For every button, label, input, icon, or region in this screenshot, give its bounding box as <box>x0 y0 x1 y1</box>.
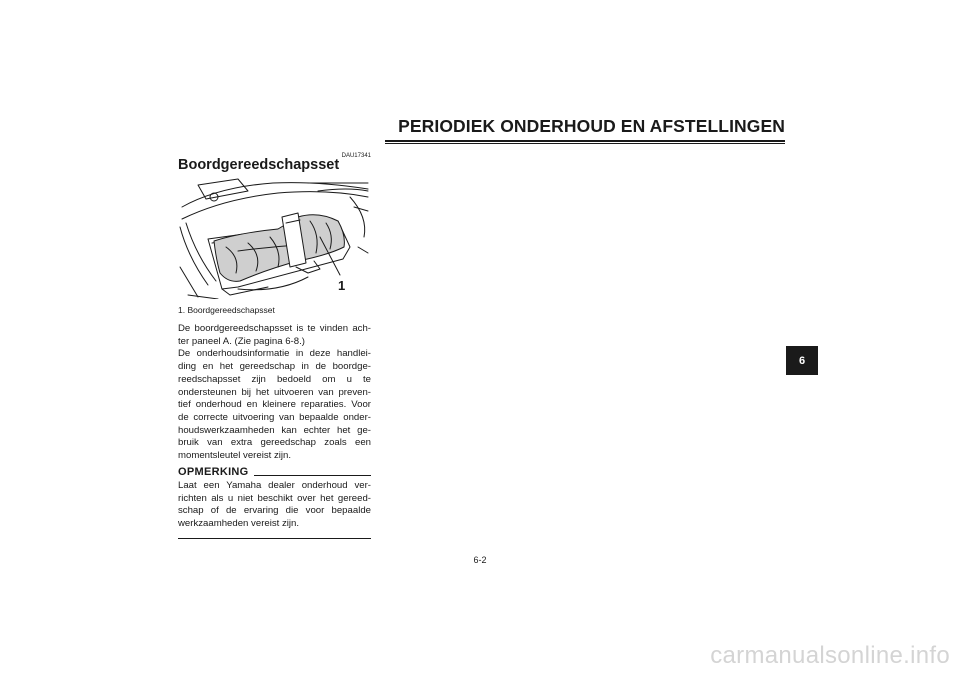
note-heading: OPMERKING <box>178 466 249 478</box>
page-number: 6-2 <box>473 555 487 565</box>
note-end-rule <box>178 538 371 539</box>
figure-caption: 1. Boordgereedschapsset <box>178 305 275 315</box>
note-line: Laat een Yamaha dealer onderhoud ver- <box>178 480 371 491</box>
note-header <box>178 466 371 480</box>
header-rule-thin <box>385 143 785 144</box>
body-line: ding en het gereedschap in de boordge- <box>178 361 371 373</box>
body-line: reedschapsset zijn bedoeld om u te <box>178 373 371 385</box>
page-header-title: PERIODIEK ONDERHOUD EN AFSTELLINGEN <box>398 116 785 136</box>
body-line: ondersteunen bij het uitvoeren van preven- <box>178 386 371 398</box>
note-heading-rule <box>254 475 371 476</box>
chapter-tab: 6 <box>786 346 818 375</box>
toolkit-illustration <box>178 177 371 299</box>
body-line: ter paneel A. (Zie pagina 6-8.) <box>178 335 305 347</box>
body-line: houdswerkzaamheden kan echter het ge- <box>178 424 371 436</box>
note-paragraph <box>178 480 371 530</box>
figure-callout-number: 1 <box>338 278 346 293</box>
body-line: bruik van extra gereedschap zoals een <box>178 437 371 449</box>
note-line: schap of de ervaring die voor bepaalde <box>178 505 371 517</box>
section-heading: Boordgereedschapsset <box>178 157 340 173</box>
section-ref-code: DAU17341 <box>341 153 371 159</box>
header-rule <box>385 140 785 142</box>
body-line: De onderhoudsinformatie in deze handlei- <box>178 348 371 360</box>
body-line: De boordgereedschapsset is te vinden ach- <box>178 323 371 334</box>
body-line: de correcte uitvoering van bepaalde onder- <box>178 411 371 423</box>
note-line: werkzaamheden vereist zijn. <box>178 517 300 529</box>
note-line: richten als u niet beschikt over het gereed- <box>178 492 371 504</box>
body-line: momentsleutel vereist zijn. <box>178 450 292 462</box>
body-line: tief onderhoud en kleinere reparaties. Voor <box>178 399 371 411</box>
watermark: carmanualsonline.info <box>710 642 950 669</box>
body-paragraph <box>178 323 371 463</box>
